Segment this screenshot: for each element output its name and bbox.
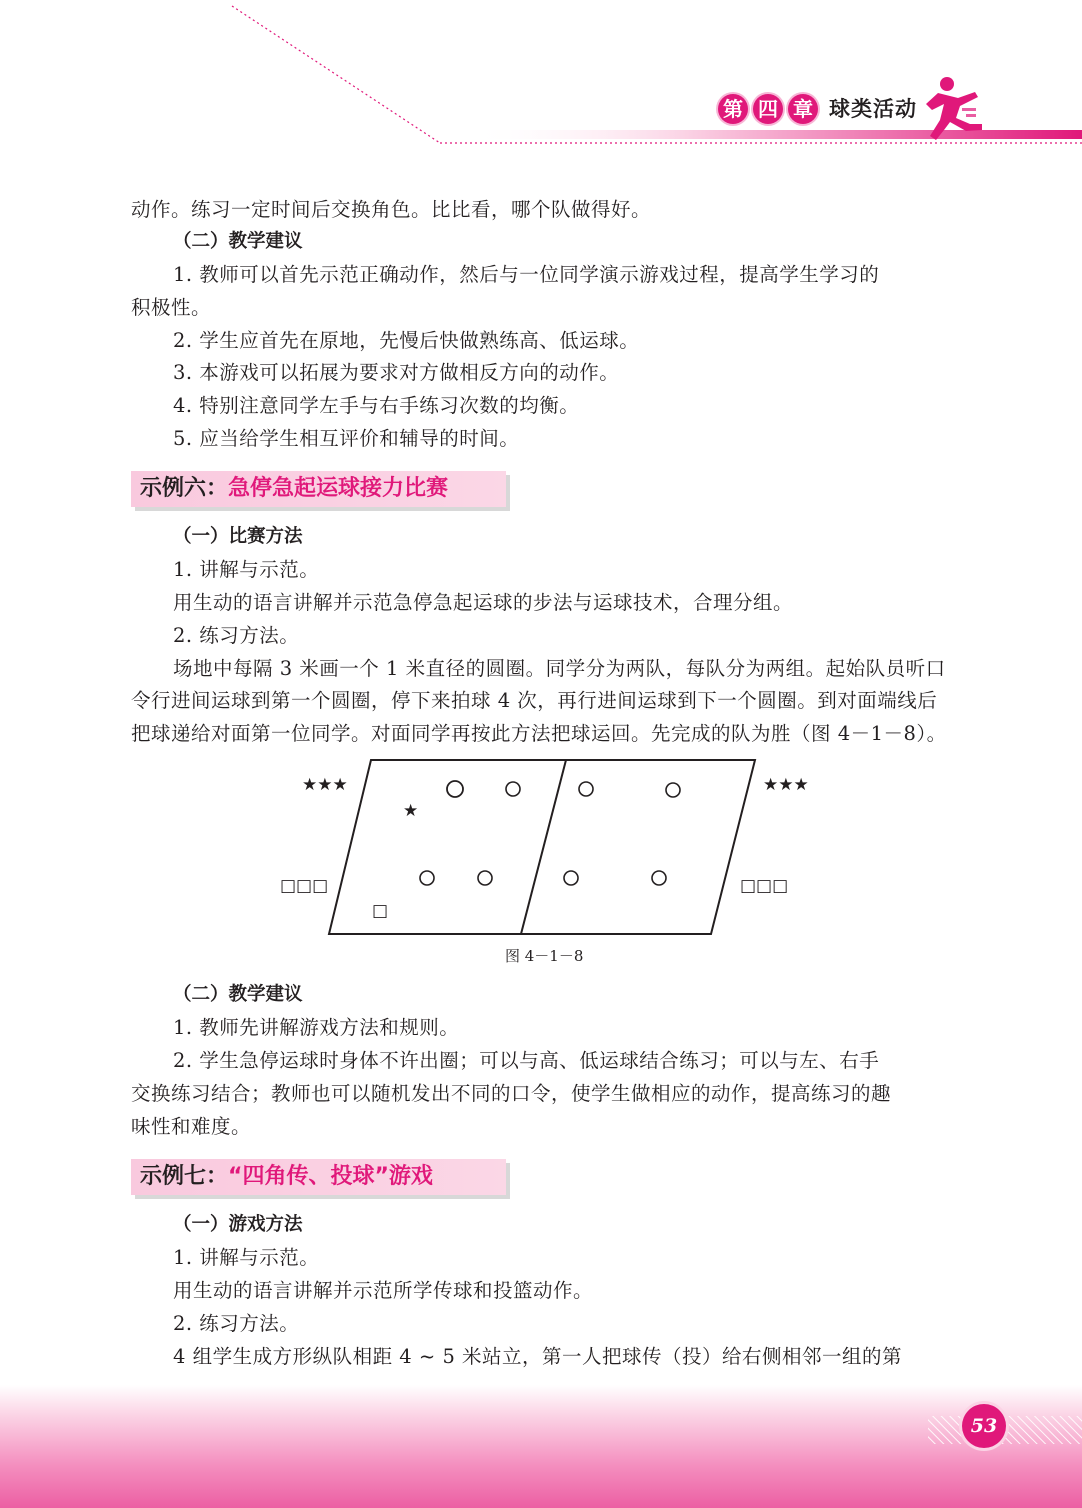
circle-marker: [579, 782, 593, 796]
advice-item-2: 2. 学生应首先在原地，先慢后快做熟练高、低运球。: [173, 329, 640, 352]
paragraph-line: 把球递给对面第一位同学。对面同学再按此方法把球运回。先完成的队为胜（图 4－1－8）。: [131, 722, 947, 745]
advice-item-3: 3. 本游戏可以拓展为要求对方做相反方向的动作。: [173, 361, 620, 384]
circle-marker: [478, 871, 492, 885]
header-decoration: [0, 0, 1082, 160]
left-team-stars: ★★★: [302, 775, 348, 795]
chapter-char-3: 章: [788, 94, 818, 124]
advice-item-2-cont: 交换练习结合；教师也可以随机发出不同的口令，使学生做相应的动作，提高练习的趣: [131, 1082, 892, 1105]
paragraph-line: 动作。练习一定时间后交换角色。比比看，哪个队做得好。: [131, 198, 652, 221]
section-banner-example-6: [131, 471, 506, 507]
circle-marker: [447, 781, 463, 797]
advice-item-5: 5. 应当给学生相互评价和辅导的时间。: [173, 427, 520, 450]
court-diagram: [270, 750, 830, 945]
advice-item-2-cont: 味性和难度。: [131, 1115, 252, 1138]
circle-marker: [564, 871, 578, 885]
circle-marker: [506, 782, 520, 796]
banner-lead: 示例六：: [140, 476, 229, 501]
subheading-method: （一）比赛方法: [173, 526, 303, 547]
page-number: 53: [962, 1404, 1006, 1448]
banner-lead: 示例七：: [140, 1164, 229, 1189]
right-team-squares: □□□: [740, 876, 789, 896]
player-square: □: [372, 901, 389, 921]
right-team-stars: ★★★: [763, 775, 809, 795]
advice-item-4: 4. 特别注意同学左手与右手练习次数的均衡。: [173, 394, 580, 417]
banner-title: 急停急起运球接力比赛: [228, 476, 449, 501]
paragraph-line: 令行进间运球到第一个圆圈，停下来拍球 4 次，再行进间运球到下一个圆圈。到对面端线后: [131, 689, 938, 712]
circle-marker: [420, 871, 434, 885]
subheading-method: （一）游戏方法: [173, 1214, 303, 1235]
center-line: [521, 760, 566, 934]
step-1: 1. 讲解与示范。: [173, 558, 320, 581]
step-2: 2. 练习方法。: [173, 1312, 300, 1335]
court-outline: [329, 760, 755, 934]
advice-item-1-cont: 积极性。: [131, 296, 212, 319]
chapter-char-2: 四: [753, 94, 783, 124]
advice-item-1: 1. 教师先讲解游戏方法和规则。: [173, 1016, 460, 1039]
left-team-squares: □□□: [280, 876, 329, 896]
chapter-char-1: 第: [718, 94, 748, 124]
circle-marker: [652, 871, 666, 885]
banner-title: “四角传、投球”游戏: [228, 1164, 433, 1189]
subheading-advice: （二）教学建议: [173, 231, 303, 252]
step-1-text: 用生动的语言讲解并示范急停急起运球的步法与运球技术，合理分组。: [173, 591, 794, 614]
step-1: 1. 讲解与示范。: [173, 1246, 320, 1269]
paragraph-line: 4 组学生成方形纵队相距 4 ~ 5 米站立，第一人把球传（投）给右侧相邻一组的第: [173, 1345, 903, 1368]
section-banner-example-7: [131, 1159, 506, 1195]
circle-marker: [666, 783, 680, 797]
player-star: ★: [403, 801, 419, 821]
subheading-advice: （二）教学建议: [173, 984, 303, 1005]
chapter-title: 球类活动: [829, 97, 917, 121]
paragraph-line: 场地中每隔 3 米画一个 1 米直径的圆圈。同学分为两队，每队分为两组。起始队员听口: [173, 657, 946, 680]
step-2: 2. 练习方法。: [173, 624, 300, 647]
step-1-text: 用生动的语言讲解并示范所学传球和投篮动作。: [173, 1279, 594, 1302]
footer-band: [0, 1385, 1082, 1508]
advice-item-1: 1. 教师可以首先示范正确动作，然后与一位同学演示游戏过程，提高学生学习的: [173, 263, 880, 286]
advice-item-2: 2. 学生急停运球时身体不许出圈；可以与高、低运球结合练习；可以与左、右手: [173, 1049, 880, 1072]
figure-caption: 图 4－1－8: [505, 947, 584, 965]
